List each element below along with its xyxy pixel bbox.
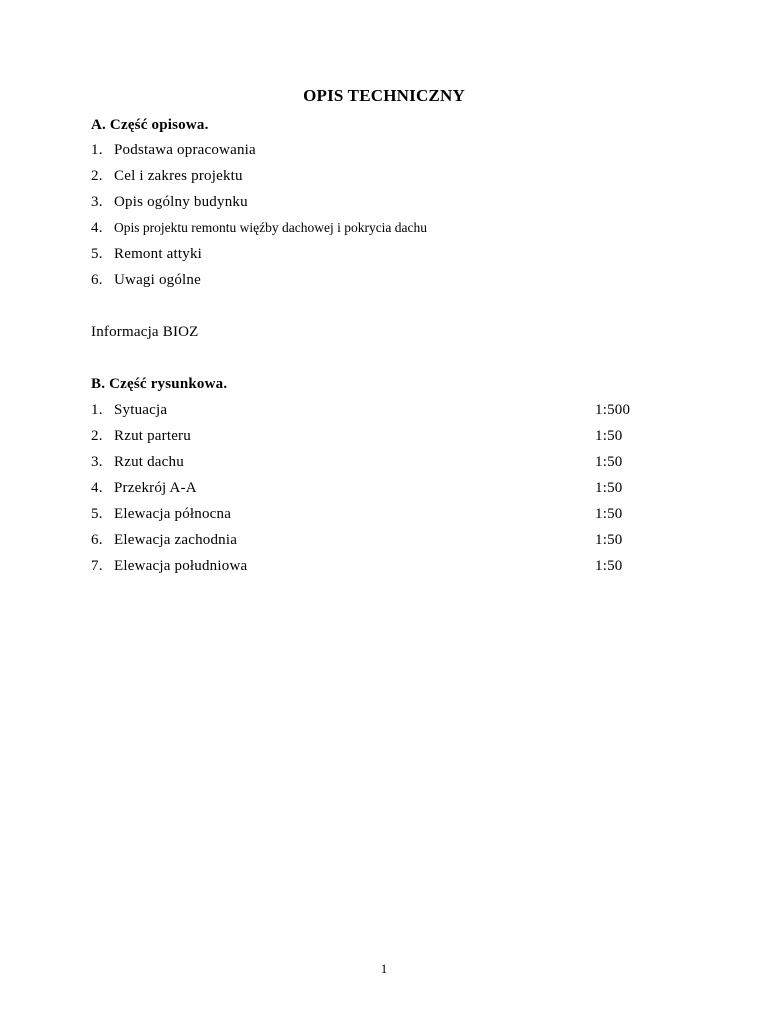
item-number: 6. (91, 272, 103, 288)
item-scale: 1:500 (595, 402, 631, 418)
list-item (91, 142, 651, 162)
item-number: 4. (91, 480, 103, 496)
item-label: Opis projektu remontu więźby dachowej i pokrycia dachu (114, 220, 428, 235)
item-number: 3. (91, 194, 103, 210)
item-label: Opis ogólny budynku (114, 194, 248, 210)
page-number: 1 (380, 961, 388, 976)
item-scale: 1:50 (595, 558, 623, 574)
item-number: 6. (91, 532, 103, 548)
list-item (91, 220, 651, 240)
list-item (91, 194, 651, 214)
item-scale: 1:50 (595, 480, 623, 496)
list-item (91, 168, 651, 188)
item-label: Elewacja północna (114, 506, 232, 522)
list-item (91, 402, 651, 422)
item-scale: 1:50 (595, 506, 623, 522)
section-a-heading: A. Część opisowa. (91, 117, 209, 133)
document-title: OPIS TECHNICZNY (303, 86, 465, 105)
item-label: Remont attyki (114, 246, 203, 262)
item-label: Elewacja zachodnia (114, 532, 238, 548)
item-label: Elewacja południowa (114, 558, 248, 574)
list-item (91, 532, 651, 552)
list-item (91, 480, 651, 500)
item-label: Rzut parteru (114, 428, 191, 444)
item-number: 3. (91, 454, 103, 470)
item-label: Przekrój A-A (114, 480, 197, 496)
item-label: Rzut dachu (114, 454, 184, 470)
bioz-line: Informacja BIOZ (91, 324, 199, 340)
item-number: 2. (91, 428, 103, 444)
section-b-heading: B. Część rysunkowa. (91, 376, 228, 392)
list-item (91, 246, 651, 266)
item-number: 2. (91, 168, 103, 184)
list-item (91, 506, 651, 526)
item-number: 4. (91, 220, 103, 236)
item-scale: 1:50 (595, 428, 623, 444)
item-scale: 1:50 (595, 532, 623, 548)
list-item (91, 428, 651, 448)
item-label: Sytuacja (114, 402, 168, 418)
item-label: Uwagi ogólne (114, 272, 201, 288)
item-number: 5. (91, 506, 103, 522)
item-number: 1. (91, 142, 103, 158)
item-scale: 1:50 (595, 454, 623, 470)
list-item (91, 454, 651, 474)
list-item (91, 272, 651, 292)
item-label: Podstawa opracowania (114, 142, 256, 158)
list-item (91, 558, 651, 578)
item-number: 1. (91, 402, 103, 418)
item-number: 7. (91, 558, 103, 574)
item-number: 5. (91, 246, 103, 262)
item-label: Cel i zakres projektu (114, 168, 243, 184)
